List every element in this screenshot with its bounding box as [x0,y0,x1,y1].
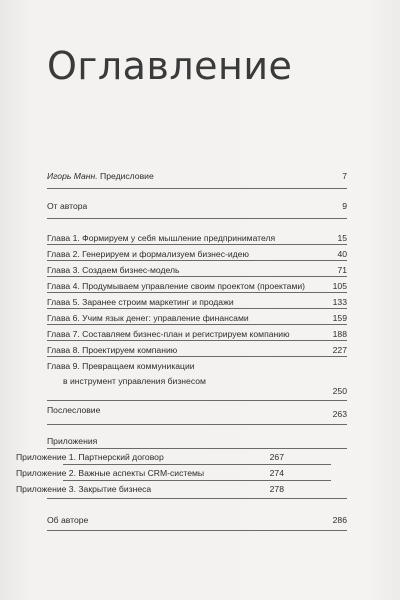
page-number: 105 [332,281,347,291]
toc-entry-afterword-page [47,409,347,420]
page-number: 274 [269,468,284,478]
page-number: 71 [337,265,347,275]
divider [47,244,347,245]
toc-entry-chapter-1[interactable]: Глава 1. Формируем у себя мышление предпринимателя 15 [47,233,347,243]
page-number: 7 [342,171,347,181]
divider [47,260,347,261]
divider [47,308,347,309]
toc-entry-chapter-3[interactable]: Глава 3. Создаем бизнес-модель 71 [47,265,347,275]
toc-entry-appendices[interactable]: Приложения [47,436,98,446]
toc-entry-chapter-6[interactable]: Глава 6. Учим язык денег: управление финансами 159 [47,313,347,323]
page-number: 278 [269,484,284,494]
toc-entry-chapter-9-continued[interactable]: в инструмент управления бизнесом [63,376,206,386]
page-number: 133 [332,297,347,307]
page-number: 286 [332,515,347,525]
divider [47,498,347,499]
page-title: Оглавление [47,44,293,88]
divider [47,340,347,341]
divider [47,188,347,189]
divider [47,292,347,293]
page-number: 15 [337,233,347,243]
toc-entry-appendix-1[interactable]: Приложение 1. Партнерский договор 267 [16,452,284,462]
toc-entry-preface[interactable] [47,171,347,182]
toc-entry-appendix-3[interactable]: Приложение 3. Закрытие бизнеса 278 [16,484,284,494]
divider [47,530,347,531]
page-number: 227 [332,345,347,355]
toc-entry-chapter-8[interactable]: Глава 8. Проектируем компанию 227 [47,345,347,355]
divider [47,218,347,219]
page-number: 267 [269,452,284,462]
divider [47,324,347,325]
page-number: 159 [332,313,347,323]
preface-author: Игорь Манн. [47,171,98,181]
toc-entry-afterword[interactable]: Послесловие [47,405,101,415]
preface-label: Предисловие [97,171,154,181]
toc-entry-chapter-5[interactable]: Глава 5. Заранее строим маркетинг и продажи 133 [47,297,347,307]
divider [63,464,331,465]
toc-entry-appendix-2[interactable]: Приложение 2. Важные аспекты CRM-системы 274 [16,468,284,478]
page-number: 188 [332,329,347,339]
toc-entry-chapter-7[interactable]: Глава 7. Составляем бизнес-план и регистрируем компанию 188 [47,329,347,339]
divider [47,424,347,425]
page-number: 263 [332,409,347,419]
toc-entry-chapter-2[interactable]: Глава 2. Генерируем и формализуем бизнес-идею 40 [47,249,347,259]
toc-entry-chapter-9-page [47,386,347,397]
toc-entry-about-author[interactable]: Об авторе 286 [47,515,347,525]
divider [47,276,347,277]
toc-entry-from-author[interactable]: От автора 9 [47,201,347,211]
toc-entry-chapter-4[interactable]: Глава 4. Продумываем управление своим проектом (проектами) 105 [47,281,347,291]
page-number: 250 [332,386,347,396]
divider [47,400,347,401]
toc-entry-chapter-9[interactable]: Глава 9. Превращаем коммуникации [47,361,195,371]
divider [47,448,347,449]
divider [47,356,347,357]
divider [63,480,331,481]
page-number: 40 [337,249,347,259]
page-number: 9 [342,201,347,211]
